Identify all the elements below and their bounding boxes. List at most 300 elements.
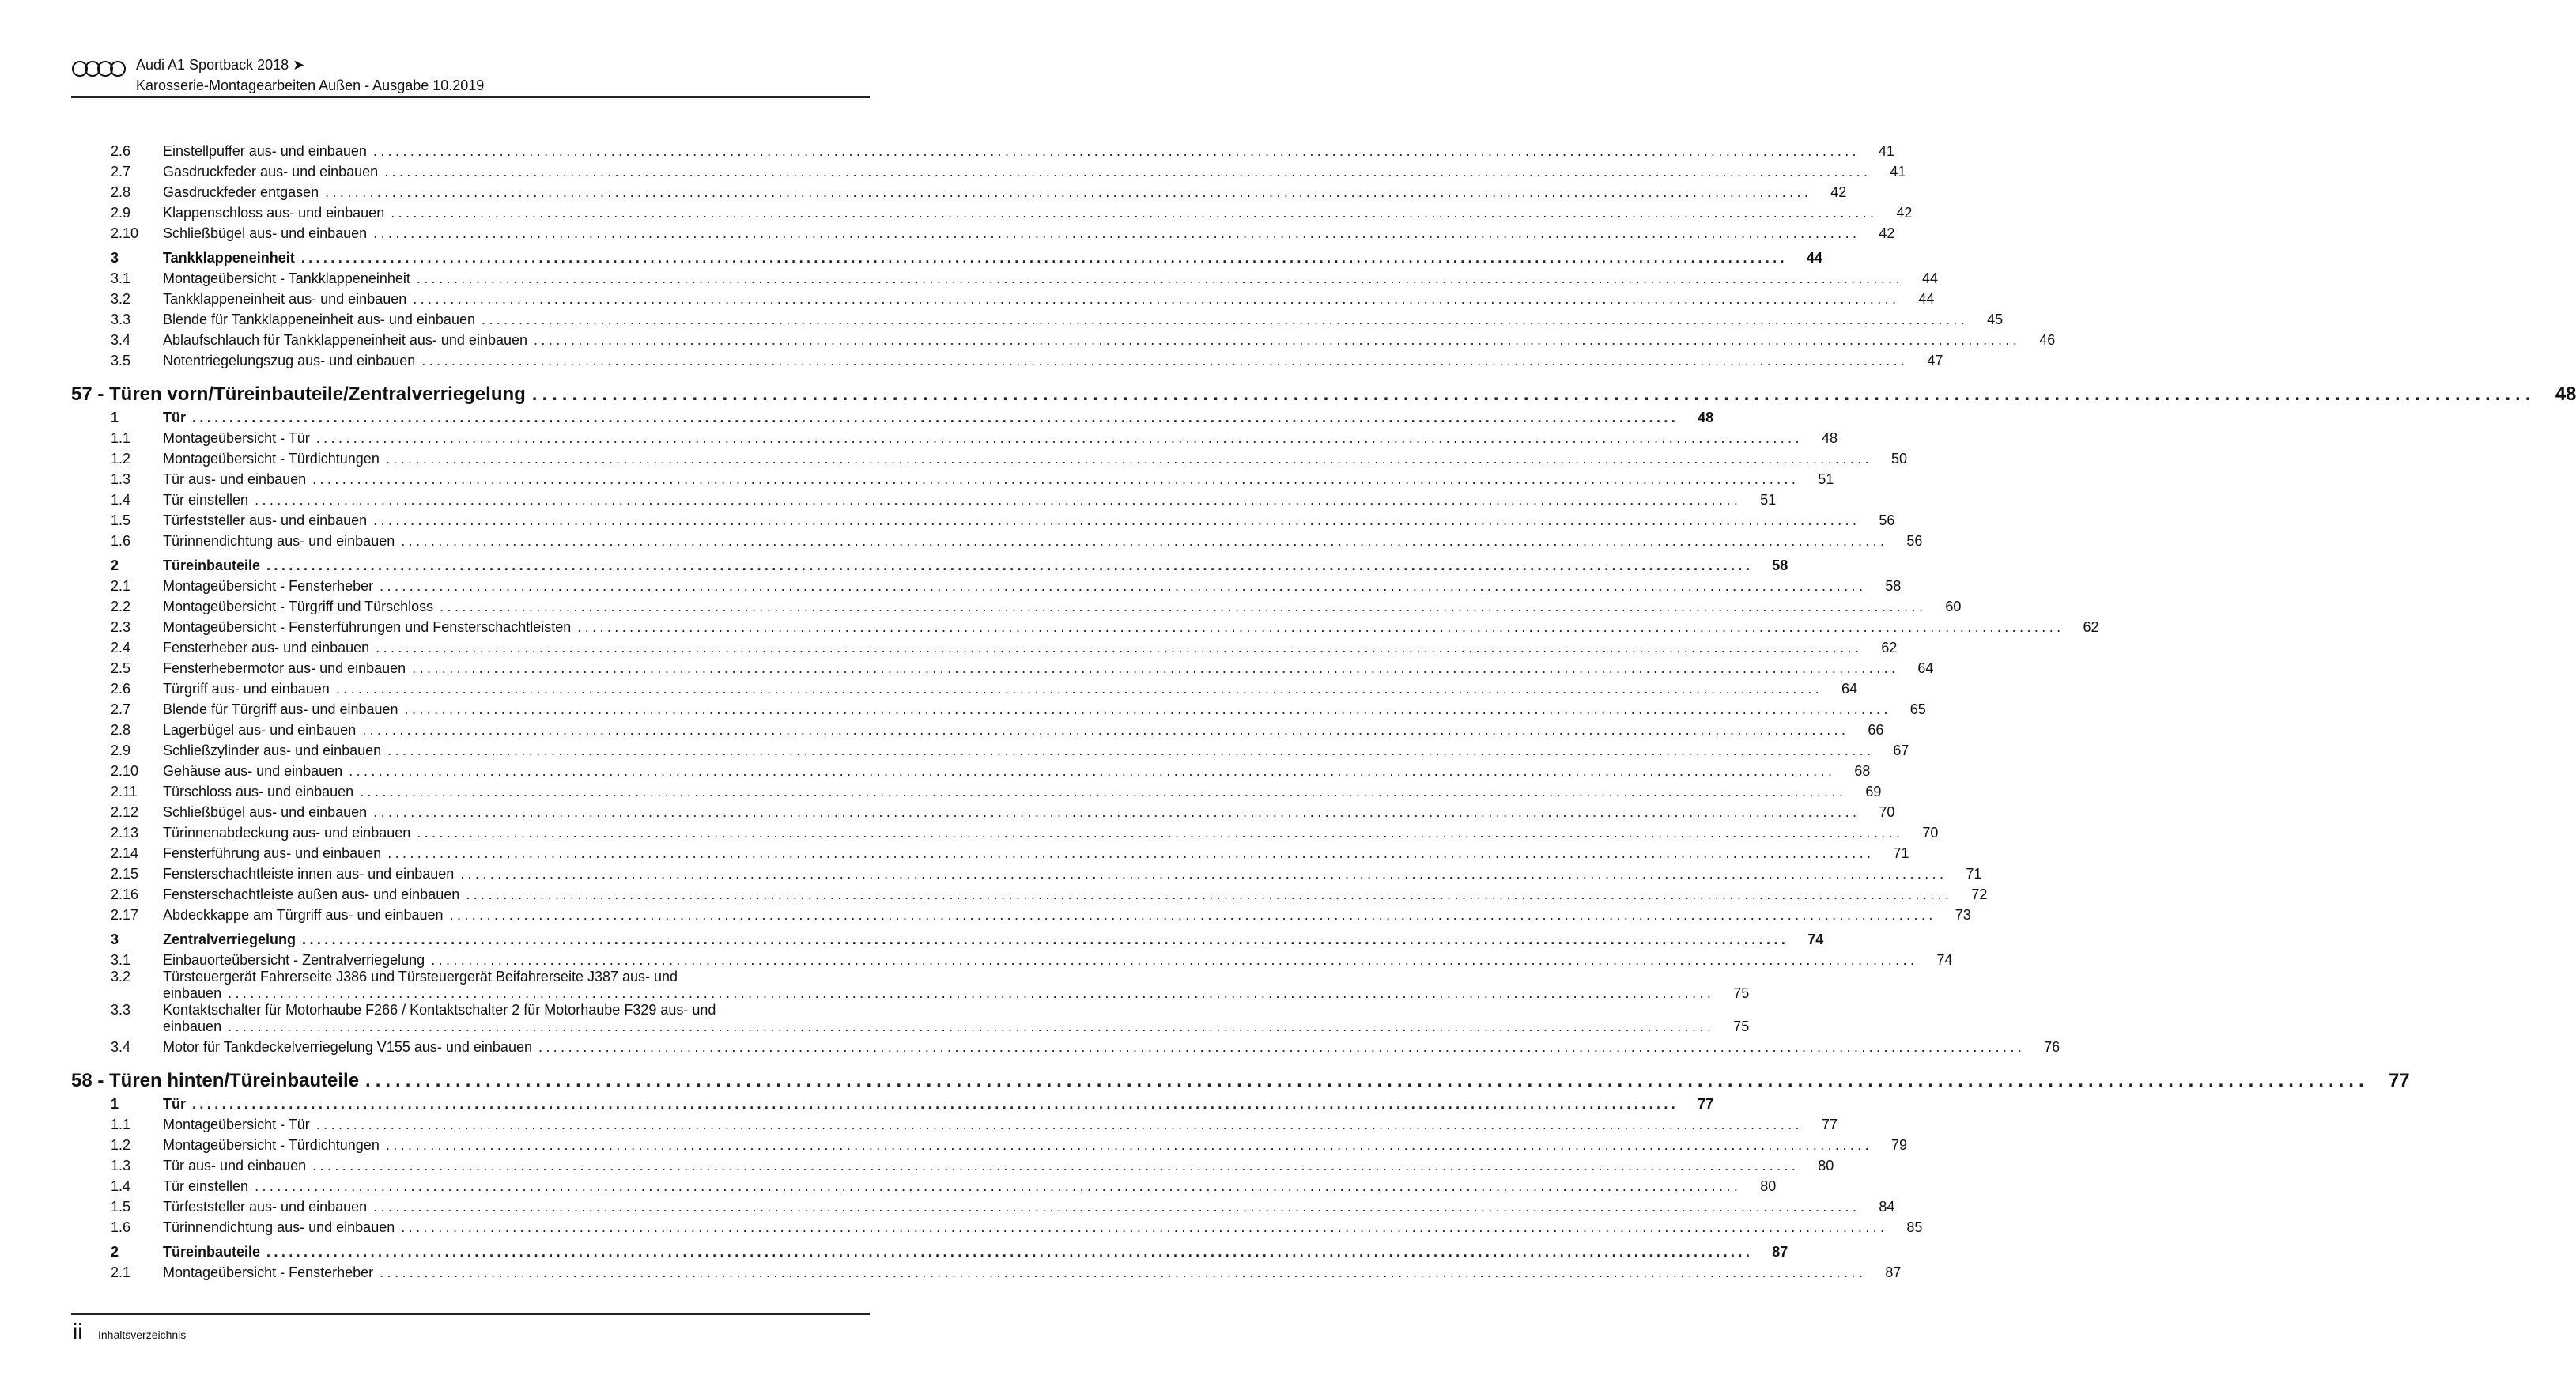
dot-leader: ........................................................................................................................................................................................................ bbox=[376, 640, 1863, 656]
toc-entry-title-wrap bbox=[163, 952, 1917, 969]
toc-entry-title: Notentriegelungszug aus- und einbauen bbox=[163, 353, 416, 368]
dot-leader: ........................................................................................................................................................................................................ bbox=[449, 907, 1936, 923]
page-number: ii bbox=[73, 1319, 83, 1344]
toc-entry-page: 58 bbox=[1772, 557, 1788, 573]
toc-entry-page: 45 bbox=[1987, 312, 2004, 327]
toc-entry-title: Montageübersicht - Türgriff und Türschloss bbox=[163, 599, 434, 614]
toc-entry-title-wrap bbox=[163, 845, 1874, 862]
toc-entry-title: Kontaktschalter für Motorhaube F266 / Kontaktschalter 2 für Motorhaube F329 aus- und bbox=[163, 1002, 716, 1018]
toc-entry-title: Schließbügel aus- und einbauen bbox=[163, 804, 368, 820]
toc-entry[interactable] bbox=[71, 1154, 1834, 1174]
toc-entry-title: Türfeststeller aus- und einbauen bbox=[163, 512, 368, 528]
dot-leader: ........................................................................................................................................................................................................ bbox=[228, 985, 1715, 1001]
toc-entry-number: 1.5 bbox=[111, 1199, 131, 1215]
toc-entry-title-wrap bbox=[163, 143, 1860, 160]
toc-entry-title-wrap bbox=[163, 164, 1871, 180]
toc-entry-title: Tür bbox=[163, 410, 186, 425]
dot-leader: ........................................................................................................................................................................................................ bbox=[413, 291, 1900, 307]
toc-entry-page: 56 bbox=[1906, 533, 1923, 549]
toc-entry-page: 66 bbox=[1868, 722, 1884, 738]
toc-entry-number: 2.11 bbox=[111, 784, 138, 799]
toc-entry-title: Tankklappeneinheit aus- und einbauen bbox=[163, 291, 407, 307]
toc-entry-page: 70 bbox=[1879, 804, 1895, 820]
toc-entry-title: Türschloss aus- und einbauen bbox=[163, 784, 354, 799]
toc-entry-title-wrap bbox=[163, 1002, 1714, 1035]
toc-entry-number: 1.1 bbox=[111, 430, 131, 446]
toc-entry-number: 3.3 bbox=[111, 1002, 131, 1018]
toc-entry[interactable] bbox=[71, 328, 2056, 349]
toc-entry-title: Blende für Türgriff aus- und einbauen bbox=[163, 701, 398, 717]
toc-entry-page: 68 bbox=[1854, 763, 1871, 779]
dot-leader: ........................................................................................................................................................................................................ bbox=[538, 1039, 2026, 1055]
toc-entry-title: Fensterschachtleiste außen aus- und einbauen bbox=[163, 886, 460, 902]
toc-entry-page: 84 bbox=[1879, 1199, 1895, 1215]
footer-divider bbox=[71, 1313, 870, 1315]
dot-leader: ........................................................................................................................................................................................................ bbox=[255, 1178, 1742, 1194]
toc-entry[interactable] bbox=[71, 636, 1898, 656]
toc-entry-page: 73 bbox=[1955, 907, 1971, 923]
toc-chapter[interactable] bbox=[71, 1060, 2410, 1092]
dot-leader: ........................................................................................................................................................................................................ bbox=[385, 451, 1873, 467]
toc-entry[interactable] bbox=[71, 488, 1777, 508]
toc-entry[interactable] bbox=[71, 1195, 1895, 1215]
toc-entry-title: Fensterheber aus- und einbauen bbox=[163, 640, 370, 656]
toc-entry-number: 2.6 bbox=[111, 681, 131, 697]
toc-entry-number: 3.1 bbox=[111, 952, 131, 968]
toc-entry-page: 41 bbox=[1879, 143, 1895, 159]
toc-entry-title: Montageübersicht - Türdichtungen bbox=[163, 451, 380, 467]
toc-entry[interactable] bbox=[71, 1133, 1908, 1154]
toc-entry-title-wrap bbox=[163, 1219, 1887, 1236]
dot-leader: ........................................................................................................................................................................................................ bbox=[387, 845, 1875, 861]
dot-leader: ........................................................................................................................................................................................................ bbox=[404, 701, 1891, 717]
toc-entry-title-wrap bbox=[163, 804, 1860, 821]
toc-entry-page: 62 bbox=[1881, 640, 1898, 656]
toc-entry-page: 77 bbox=[1698, 1096, 1714, 1112]
dot-leader: ........................................................................................................................................................................................................ bbox=[380, 1264, 1867, 1280]
toc-entry-title: Blende für Tankklappeneinheit aus- und einbauen bbox=[163, 312, 475, 327]
dot-leader: ........................................................................................................................................................................................................ bbox=[255, 492, 1742, 508]
toc-entry-title: 58 - Türen hinten/Türeinbauteile bbox=[71, 1070, 360, 1091]
toc-entry-title: Motor für Tankdeckelverriegelung V155 aus- und einbauen bbox=[163, 1039, 532, 1055]
toc-entry-number: 3 bbox=[111, 932, 119, 947]
toc-entry-number: 2 bbox=[111, 557, 119, 573]
toc-entry-number: 2.10 bbox=[111, 763, 139, 779]
dot-leader: ........................................................................................................................................................................................................ bbox=[460, 866, 1947, 882]
toc-entry-number: 2.7 bbox=[111, 164, 131, 180]
toc-entry-number: 1.6 bbox=[111, 1219, 131, 1235]
toc-entry[interactable] bbox=[71, 426, 1838, 447]
document-title: Audi A1 Sportback 2018 ➤ bbox=[136, 57, 305, 73]
toc-entry[interactable] bbox=[71, 677, 1858, 697]
toc-entry-title-wrap bbox=[163, 886, 1952, 903]
dot-leader: ........................................................................................................................................................................................................ bbox=[373, 512, 1860, 528]
toc-entry-number: 2.8 bbox=[111, 722, 131, 738]
toc-entry-title: Tür einstellen bbox=[163, 1178, 249, 1194]
toc-entry[interactable] bbox=[71, 508, 1895, 529]
toc-entry-title-wrap bbox=[163, 291, 1899, 308]
toc-entry-title-wrap bbox=[163, 451, 1872, 467]
toc-entry-number: 2.13 bbox=[111, 825, 139, 841]
toc-entry[interactable] bbox=[71, 1002, 1750, 1035]
dot-leader: ........................................................................................................................................................................................................ bbox=[365, 1070, 2369, 1091]
toc-entry-page: 51 bbox=[1818, 471, 1834, 487]
dot-leader: ........................................................................................................................................................................................................ bbox=[349, 763, 1836, 779]
dot-leader: ........................................................................................................................................................................................................ bbox=[466, 886, 1953, 902]
toc-entry[interactable] bbox=[71, 160, 1906, 180]
toc-entry-number: 2.3 bbox=[111, 619, 131, 635]
toc-entry-title: Türinnendichtung aus- und einbauen bbox=[163, 1219, 395, 1235]
dot-leader: ........................................................................................................................................................................................................ bbox=[325, 184, 1812, 200]
toc-chapter[interactable] bbox=[71, 374, 2576, 406]
dot-leader: ........................................................................................................................................................................................................ bbox=[228, 1019, 1715, 1034]
toc-entry-number: 3 bbox=[111, 250, 119, 266]
toc-entry[interactable] bbox=[71, 139, 1895, 160]
toc-entry-title-wrap bbox=[163, 743, 1874, 759]
toc-entry-page: 71 bbox=[1893, 845, 1909, 861]
toc-entry-title-wrap bbox=[163, 557, 1753, 574]
toc-entry-number: 1.3 bbox=[111, 1158, 131, 1173]
toc-entry-number: 1.6 bbox=[111, 533, 131, 549]
toc-entry-page: 42 bbox=[1896, 205, 1913, 221]
toc-entry-title-wrap bbox=[71, 1070, 2369, 1092]
dot-leader: ........................................................................................................................................................................................................ bbox=[335, 681, 1823, 697]
toc-entry[interactable] bbox=[71, 308, 2004, 328]
toc-entry-page: 75 bbox=[1733, 985, 1750, 1001]
toc-entry-title-wrap bbox=[163, 1117, 1803, 1133]
toc-entry-title: Türeinbauteile bbox=[163, 557, 261, 573]
header-divider bbox=[71, 96, 870, 98]
toc-entry-title-wrap bbox=[163, 492, 1741, 508]
toc-entry[interactable] bbox=[71, 739, 1909, 759]
toc-entry-title: Montageübersicht - Türdichtungen bbox=[163, 1137, 380, 1153]
dot-leader: ........................................................................................................................................................................................................ bbox=[577, 619, 2064, 635]
dot-leader: ........................................................................................................................................................................................................ bbox=[373, 804, 1860, 820]
dot-leader: ........................................................................................................................................................................................................ bbox=[266, 557, 1754, 573]
toc-entry-page: 42 bbox=[1830, 184, 1847, 200]
toc-entry-title-wrap bbox=[163, 1096, 1679, 1113]
toc-entry-page: 87 bbox=[1772, 1244, 1788, 1260]
toc-entry-title: Zentralverriegelung bbox=[163, 932, 297, 947]
toc-entry[interactable] bbox=[71, 862, 1982, 882]
toc-entry-title-continued-line bbox=[163, 985, 1714, 1002]
toc-entry[interactable] bbox=[71, 1260, 1902, 1281]
toc-entry-title-wrap bbox=[163, 312, 1968, 328]
toc-entry-title-wrap bbox=[163, 332, 2020, 349]
dot-leader: ........................................................................................................................................................................................................ bbox=[372, 143, 1860, 159]
toc-entry-number: 3.4 bbox=[111, 332, 131, 348]
toc-entry[interactable] bbox=[71, 529, 1923, 550]
toc-entry-title: Türgriff aus- und einbauen bbox=[163, 681, 330, 697]
toc-entry-number: 3.5 bbox=[111, 353, 131, 368]
toc-entry-number: 1.2 bbox=[111, 1137, 131, 1153]
toc-entry-title-wrap bbox=[163, 512, 1860, 529]
toc-entry-title-wrap bbox=[163, 599, 1926, 615]
toc-entry[interactable] bbox=[71, 574, 1902, 595]
toc-entry[interactable] bbox=[71, 180, 1847, 201]
toc-entry-title: Gehäuse aus- und einbauen bbox=[163, 763, 343, 779]
toc-entry-title: Schließzylinder aus- und einbauen bbox=[163, 743, 382, 758]
toc-entry[interactable] bbox=[71, 969, 1750, 1002]
toc-entry-page: 77 bbox=[1821, 1117, 1838, 1132]
toc-entry-page: 41 bbox=[1890, 164, 1906, 180]
toc-entry[interactable] bbox=[71, 821, 1939, 841]
toc-entry-page: 85 bbox=[1906, 1219, 1923, 1235]
toc-entry-title-wrap bbox=[163, 640, 1862, 656]
table-of-contents bbox=[71, 139, 2576, 1281]
dot-leader: ........................................................................................................................................................................................................ bbox=[362, 722, 1849, 738]
dot-leader: ........................................................................................................................................................................................................ bbox=[312, 471, 1800, 487]
toc-section[interactable] bbox=[71, 928, 1824, 948]
toc-entry-number: 3.4 bbox=[111, 1039, 131, 1055]
toc-entry-page: 69 bbox=[1865, 784, 1882, 799]
toc-entry[interactable] bbox=[71, 349, 1943, 369]
dot-leader: ........................................................................................................................................................................................................ bbox=[300, 250, 1788, 266]
toc-entry-title-wrap bbox=[163, 1264, 1866, 1281]
toc-entry-title: Tankklappeneinheit bbox=[163, 250, 295, 266]
toc-entry-page: 65 bbox=[1909, 701, 1926, 717]
toc-entry-title-wrap bbox=[163, 184, 1811, 201]
toc-entry-title: Türinnenabdeckung aus- und einbauen bbox=[163, 825, 411, 841]
toc-entry-title: Schließbügel aus- und einbauen bbox=[163, 225, 368, 241]
dot-leader: ........................................................................................................................................................................................................ bbox=[431, 952, 1918, 968]
toc-entry-title-wrap bbox=[163, 533, 1887, 550]
toc-entry[interactable] bbox=[71, 1174, 1777, 1195]
toc-entry-title-wrap bbox=[163, 866, 1947, 882]
toc-entry-number: 3.2 bbox=[111, 291, 131, 307]
toc-entry[interactable] bbox=[71, 595, 1962, 615]
toc-entry-title: Lagerbügel aus- und einbauen bbox=[163, 722, 357, 738]
toc-entry[interactable] bbox=[71, 287, 1935, 308]
toc-entry-title: 57 - Türen vorn/Türeinbauteile/Zentralverriegelung bbox=[71, 384, 526, 405]
toc-entry-page: 44 bbox=[1806, 250, 1822, 266]
toc-entry-number: 1.4 bbox=[111, 492, 131, 508]
toc-entry-title-continued-line bbox=[163, 1019, 1714, 1035]
toc-entry[interactable] bbox=[71, 447, 1908, 467]
toc-entry[interactable] bbox=[71, 903, 1971, 924]
toc-entry-number: 2.6 bbox=[111, 143, 131, 159]
toc-entry-title-wrap bbox=[163, 225, 1860, 242]
toc-entry-page: 44 bbox=[1922, 270, 1939, 286]
dot-leader: ........................................................................................................................................................................................................ bbox=[302, 932, 1789, 947]
audi-rings-logo bbox=[71, 60, 127, 77]
toc-entry-title: Gasdruckfeder aus- und einbauen bbox=[163, 164, 379, 180]
toc-entry[interactable] bbox=[71, 800, 1895, 821]
toc-section[interactable] bbox=[71, 1092, 1714, 1113]
toc-section[interactable] bbox=[71, 406, 1714, 426]
toc-entry-number: 1 bbox=[111, 1096, 119, 1112]
toc-entry-page: 51 bbox=[1760, 492, 1777, 508]
toc-entry-page: 76 bbox=[2044, 1039, 2060, 1055]
toc-entry-page: 74 bbox=[1807, 932, 1824, 947]
toc-entry-title-wrap bbox=[163, 410, 1679, 426]
toc-entry-title-wrap bbox=[163, 701, 1891, 718]
toc-entry-page: 72 bbox=[1971, 886, 1988, 902]
toc-entry-page: 80 bbox=[1760, 1178, 1777, 1194]
toc-entry[interactable] bbox=[71, 948, 1953, 969]
toc-entry[interactable] bbox=[71, 201, 1913, 221]
toc-entry-title-wrap bbox=[163, 619, 2064, 636]
dot-leader: ........................................................................................................................................................................................................ bbox=[385, 1137, 1873, 1153]
toc-entry-number: 2.5 bbox=[111, 660, 131, 676]
toc-entry-title: Einbauorteübersicht - Zentralverriegelung bbox=[163, 952, 425, 968]
toc-entry-number: 2.17 bbox=[111, 907, 139, 923]
toc-entry-title-wrap bbox=[163, 353, 1908, 369]
toc-entry-title-wrap bbox=[163, 1137, 1872, 1154]
toc-entry-number: 2.8 bbox=[111, 184, 131, 200]
toc-entry-title-wrap bbox=[163, 932, 1788, 948]
toc-entry[interactable] bbox=[71, 1113, 1838, 1133]
toc-entry-page: 42 bbox=[1879, 225, 1895, 241]
toc-entry-page: 60 bbox=[1945, 599, 1962, 614]
dot-leader: ........................................................................................................................................................................................................ bbox=[391, 205, 1878, 221]
toc-entry[interactable] bbox=[71, 615, 2099, 636]
toc-entry-title: Türsteuergerät Fahrerseite J386 und Türsteuergerät Beifahrerseite J387 aus- und bbox=[163, 969, 678, 985]
toc-entry-title: Ablaufschlauch für Tankklappeneinheit aus- und einbauen bbox=[163, 332, 528, 348]
toc-entry-title: Abdeckkappe am Türgriff aus- und einbauen bbox=[163, 907, 444, 923]
toc-entry-title-wrap bbox=[163, 969, 1714, 1002]
toc-entry-title-wrap bbox=[163, 1039, 2025, 1056]
toc-entry-title: Tür bbox=[163, 1096, 186, 1112]
dot-leader: ........................................................................................................................................................................................................ bbox=[315, 1117, 1803, 1132]
toc-entry-page: 48 bbox=[2555, 384, 2576, 405]
toc-entry-page: 71 bbox=[1966, 866, 1982, 882]
toc-entry-title: Montageübersicht - Tür bbox=[163, 430, 310, 446]
toc-entry-number: 2.16 bbox=[111, 886, 139, 902]
dot-leader: ........................................................................................................................................................................................................ bbox=[440, 599, 1927, 614]
toc-entry-title-wrap bbox=[163, 1158, 1799, 1174]
toc-entry-page: 48 bbox=[1698, 410, 1714, 425]
toc-entry-title: Fensterschachtleiste innen aus- und einbauen bbox=[163, 866, 455, 882]
dot-leader: ........................................................................................................................................................................................................ bbox=[421, 353, 1909, 368]
toc-entry-title-wrap bbox=[163, 250, 1788, 266]
toc-entry-title: Türinnendichtung aus- und einbauen bbox=[163, 533, 395, 549]
toc-entry-title: Montageübersicht - Fensterführungen und Fensterschachtleisten bbox=[163, 619, 572, 635]
toc-entry-number: 2.1 bbox=[111, 1264, 131, 1280]
toc-entry-page: 47 bbox=[1927, 353, 1943, 368]
toc-entry-number: 2.15 bbox=[111, 866, 139, 882]
toc-entry-title-wrap bbox=[163, 578, 1866, 595]
toc-entry-title-wrap bbox=[163, 907, 1936, 924]
toc-entry-title-wrap bbox=[163, 681, 1822, 697]
toc-entry-number: 2.9 bbox=[111, 205, 131, 221]
toc-entry-title: Tür aus- und einbauen bbox=[163, 471, 307, 487]
toc-entry-title: Fensterhebermotor aus- und einbauen bbox=[163, 660, 406, 676]
toc-entry[interactable] bbox=[71, 882, 1988, 903]
dot-leader: ........................................................................................................................................................................................................ bbox=[192, 1096, 1679, 1112]
toc-entry[interactable] bbox=[71, 759, 1871, 780]
toc-entry[interactable] bbox=[71, 697, 1926, 718]
dot-leader: ........................................................................................................................................................................................................ bbox=[481, 312, 1969, 327]
toc-entry-number: 3.3 bbox=[111, 312, 131, 327]
toc-entry-number: 1.3 bbox=[111, 471, 131, 487]
dot-leader: ........................................................................................................................................................................................................ bbox=[373, 225, 1860, 241]
toc-entry-title-wrap bbox=[163, 205, 1877, 221]
toc-entry-page: 70 bbox=[1922, 825, 1939, 841]
toc-entry-number: 2 bbox=[111, 1244, 119, 1260]
toc-entry-number: 3.1 bbox=[111, 270, 131, 286]
toc-entry-title: Tür einstellen bbox=[163, 492, 249, 508]
toc-entry-title: Montageübersicht - Fensterheber bbox=[163, 578, 374, 594]
toc-entry-page: 75 bbox=[1733, 1019, 1750, 1034]
toc-section[interactable] bbox=[71, 554, 1788, 574]
document-subtitle: Karosserie-Montagearbeiten Außen - Ausgabe 10.2019 bbox=[136, 77, 485, 93]
toc-entry-page: 62 bbox=[2083, 619, 2099, 635]
dot-leader: ........................................................................................................................................................................................................ bbox=[373, 1199, 1860, 1215]
toc-entry-page: 77 bbox=[2388, 1070, 2410, 1091]
toc-entry-number: 3.2 bbox=[111, 969, 131, 985]
dot-leader: ........................................................................................................................................................................................................ bbox=[417, 825, 1904, 841]
toc-section[interactable] bbox=[71, 1240, 1788, 1260]
dot-leader: ........................................................................................................................................................................................................ bbox=[416, 270, 1904, 286]
dot-leader: ........................................................................................................................................................................................................ bbox=[412, 660, 1899, 676]
toc-entry[interactable] bbox=[71, 1035, 2060, 1056]
toc-entry-title-wrap bbox=[163, 763, 1835, 780]
toc-entry-number: 2.12 bbox=[111, 804, 139, 820]
dot-leader: ........................................................................................................................................................................................................ bbox=[380, 578, 1867, 594]
toc-entry-title: Klappenschloss aus- und einbauen bbox=[163, 205, 385, 221]
toc-entry-page: 50 bbox=[1891, 451, 1908, 467]
toc-entry-page: 58 bbox=[1885, 578, 1902, 594]
toc-entry-number: 2.7 bbox=[111, 701, 131, 717]
toc-entry-title-wrap bbox=[163, 471, 1799, 488]
toc-entry-title-continued: einbauen bbox=[163, 1019, 222, 1034]
toc-entry-number: 1.5 bbox=[111, 512, 131, 528]
toc-entry-title: Montageübersicht - Tankklappeneinheit bbox=[163, 270, 410, 286]
toc-entry[interactable] bbox=[71, 266, 1939, 287]
toc-entry-page: 87 bbox=[1885, 1264, 1902, 1280]
dot-leader: ........................................................................................................................................................................................................ bbox=[192, 410, 1679, 425]
toc-entry[interactable] bbox=[71, 467, 1834, 488]
toc-entry[interactable] bbox=[71, 1215, 1923, 1236]
toc-entry[interactable] bbox=[71, 656, 1934, 677]
toc-entry[interactable] bbox=[71, 841, 1909, 862]
toc-entry-number: 2.4 bbox=[111, 640, 131, 656]
toc-entry-title: Tür aus- und einbauen bbox=[163, 1158, 307, 1173]
toc-entry-title-wrap bbox=[163, 1244, 1753, 1260]
toc-entry-title-wrap bbox=[71, 384, 2535, 406]
toc-entry-number: 1.1 bbox=[111, 1117, 131, 1132]
toc-entry[interactable] bbox=[71, 780, 1882, 800]
toc-section[interactable] bbox=[71, 246, 1822, 266]
toc-entry-title-wrap bbox=[163, 825, 1903, 841]
toc-entry-title-wrap bbox=[163, 1178, 1741, 1195]
dot-leader: ........................................................................................................................................................................................................ bbox=[266, 1244, 1754, 1260]
toc-entry-title-wrap bbox=[163, 722, 1849, 739]
footer-section-label: Inhaltsverzeichnis bbox=[98, 1328, 187, 1341]
dot-leader: ........................................................................................................................................................................................................ bbox=[534, 332, 2021, 348]
toc-entry-page: 80 bbox=[1818, 1158, 1834, 1173]
toc-entry-page: 44 bbox=[1918, 291, 1935, 307]
toc-entry[interactable] bbox=[71, 718, 1884, 739]
toc-entry-title-wrap bbox=[163, 1199, 1860, 1215]
toc-entry-page: 46 bbox=[2039, 332, 2056, 348]
toc-entry-title: Einstellpuffer aus- und einbauen bbox=[163, 143, 367, 159]
toc-entry-title-wrap bbox=[163, 784, 1846, 800]
dot-leader: ........................................................................................................................................................................................................ bbox=[531, 384, 2536, 405]
toc-entry-number: 2.2 bbox=[111, 599, 131, 614]
dot-leader: ........................................................................................................................................................................................................ bbox=[315, 430, 1803, 446]
toc-entry-number: 2.10 bbox=[111, 225, 139, 241]
toc-entry-number: 2.1 bbox=[111, 578, 131, 594]
toc-entry-title: Montageübersicht - Tür bbox=[163, 1117, 310, 1132]
toc-entry-page: 79 bbox=[1891, 1137, 1908, 1153]
dot-leader: ........................................................................................................................................................................................................ bbox=[312, 1158, 1800, 1173]
toc-entry-title-wrap bbox=[163, 430, 1803, 447]
dot-leader: ........................................................................................................................................................................................................ bbox=[401, 1219, 1888, 1235]
toc-entry[interactable] bbox=[71, 221, 1895, 242]
dot-leader: ........................................................................................................................................................................................................ bbox=[384, 164, 1872, 180]
